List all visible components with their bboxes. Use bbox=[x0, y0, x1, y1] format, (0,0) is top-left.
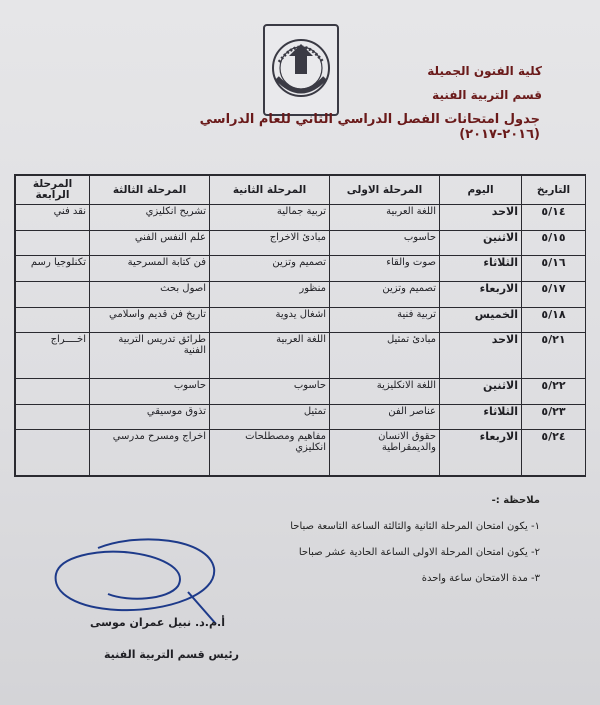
table-row bbox=[16, 307, 586, 333]
day-cell: الاربعاء bbox=[440, 430, 522, 476]
note-item: ٢- يكون امتحان المرحلة الاولى الساعة الحادية عشر صباحا bbox=[298, 547, 540, 558]
stage1-cell: اللغة الانكليزية bbox=[330, 378, 440, 404]
stage4-cell bbox=[16, 230, 90, 256]
college-name: كلية الفنون الجميلة bbox=[427, 64, 542, 78]
note-item: ١- يكون امتحان المرحلة الثانية والثالثة الساعة التاسعة صباحا bbox=[290, 521, 540, 532]
table-row bbox=[16, 430, 586, 476]
page-title: جدول امتحانات الفصل الدراسي الثاني للعام الدراسي (٢٠١٦-٢٠١٧) bbox=[199, 112, 540, 142]
stage2-cell: مبادئ الاخراج bbox=[210, 230, 330, 256]
column-header-stage-3: المرحلة الثالثة bbox=[90, 176, 210, 205]
date-cell: ٥/٢١ bbox=[522, 333, 586, 379]
stage2-cell: تصميم وتزين bbox=[210, 256, 330, 282]
stage3-cell: طرائق تدريس التربية الفنية bbox=[90, 333, 210, 379]
stage3-cell: علم النفس الفني bbox=[90, 230, 210, 256]
table-row bbox=[16, 205, 586, 231]
table-row bbox=[16, 378, 586, 404]
stage2-cell: حاسوب bbox=[210, 378, 330, 404]
stage3-cell: تذوق موسيقي bbox=[90, 404, 210, 430]
stage1-cell: اللغة العربية bbox=[330, 205, 440, 231]
stage1-cell: تربية فنية bbox=[330, 307, 440, 333]
table-header-row bbox=[16, 176, 586, 205]
logo-emblem-icon bbox=[265, 26, 337, 114]
note-item: ٣- مدة الامتحان ساعة واحدة bbox=[421, 573, 540, 584]
signatory-name: أ.م.د. نبيل عمران موسى bbox=[90, 616, 225, 629]
column-header-day: اليوم bbox=[440, 176, 522, 205]
stage1-cell: حاسوب bbox=[330, 230, 440, 256]
stage4-cell: نقد فني bbox=[16, 205, 90, 231]
stage1-cell: مبادئ تمثيل bbox=[330, 333, 440, 379]
stage2-cell: اشغال يدوية bbox=[210, 307, 330, 333]
date-cell: ٥/١٦ bbox=[522, 256, 586, 282]
date-cell: ٥/٢٢ bbox=[522, 378, 586, 404]
column-header-stage-1: المرحلة الاولى bbox=[330, 176, 440, 205]
handwritten-signature bbox=[38, 528, 228, 628]
table-row bbox=[16, 404, 586, 430]
stage3-cell: اخراج ومسرح مدرسي bbox=[90, 430, 210, 476]
stage3-cell: تشريح انكليزي bbox=[90, 205, 210, 231]
stage3-cell: حاسوب bbox=[90, 378, 210, 404]
signatory-role: رئيس قسم التربية الفنية bbox=[104, 648, 240, 661]
stage3-cell: فن كتابة المسرحية bbox=[90, 256, 210, 282]
stage4-cell bbox=[16, 378, 90, 404]
stage1-cell: حقوق الانسان والديمقراطية bbox=[330, 430, 440, 476]
day-cell: الاثنين bbox=[440, 378, 522, 404]
notes-title: ملاحظة :- bbox=[491, 495, 540, 506]
column-header-date: التاريخ bbox=[522, 176, 586, 205]
stage1-cell: تصميم وتزين bbox=[330, 281, 440, 307]
day-cell: الخميس bbox=[440, 307, 522, 333]
table-row bbox=[16, 256, 586, 282]
stage4-cell bbox=[16, 281, 90, 307]
day-cell: الاحد bbox=[440, 205, 522, 231]
stage2-cell: تمثيل bbox=[210, 404, 330, 430]
day-cell: الثلاثاء bbox=[440, 256, 522, 282]
date-cell: ٥/١٨ bbox=[522, 307, 586, 333]
day-cell: الاربعاء bbox=[440, 281, 522, 307]
table-row bbox=[16, 230, 586, 256]
stage4-cell bbox=[16, 404, 90, 430]
stage3-cell: تاريخ فن قديم واسلامي bbox=[90, 307, 210, 333]
column-header-stage-2: المرحلة الثانية bbox=[210, 176, 330, 205]
stage2-cell: منظور bbox=[210, 281, 330, 307]
stage3-cell: اصول بحث bbox=[90, 281, 210, 307]
college-logo bbox=[263, 24, 339, 116]
stage2-cell: تربية جمالية bbox=[210, 205, 330, 231]
date-cell: ٥/٢٣ bbox=[522, 404, 586, 430]
table-row bbox=[16, 281, 586, 307]
stage4-cell: تكنلوجيا رسم bbox=[16, 256, 90, 282]
table-row bbox=[16, 333, 586, 379]
stage4-cell bbox=[16, 430, 90, 476]
stage4-cell: اخــــراج bbox=[16, 333, 90, 379]
stage2-cell: مفاهيم ومصطلحات انكليزي bbox=[210, 430, 330, 476]
stage1-cell: صوت والقاء bbox=[330, 256, 440, 282]
date-cell: ٥/٢٤ bbox=[522, 430, 586, 476]
stage4-cell bbox=[16, 307, 90, 333]
notes-section bbox=[290, 488, 540, 592]
column-header-stage-4: المرحلة الرابعة bbox=[16, 176, 90, 205]
exam-schedule-table bbox=[14, 174, 586, 477]
day-cell: الاثنين bbox=[440, 230, 522, 256]
stage1-cell: عناصر الفن bbox=[330, 404, 440, 430]
date-cell: ٥/١٤ bbox=[522, 205, 586, 231]
date-cell: ٥/١٧ bbox=[522, 281, 586, 307]
day-cell: الثلاثاء bbox=[440, 404, 522, 430]
department-name: قسم التربية الفنية bbox=[432, 88, 542, 102]
stage2-cell: اللغة العربية bbox=[210, 333, 330, 379]
date-cell: ٥/١٥ bbox=[522, 230, 586, 256]
day-cell: الاحد bbox=[440, 333, 522, 379]
